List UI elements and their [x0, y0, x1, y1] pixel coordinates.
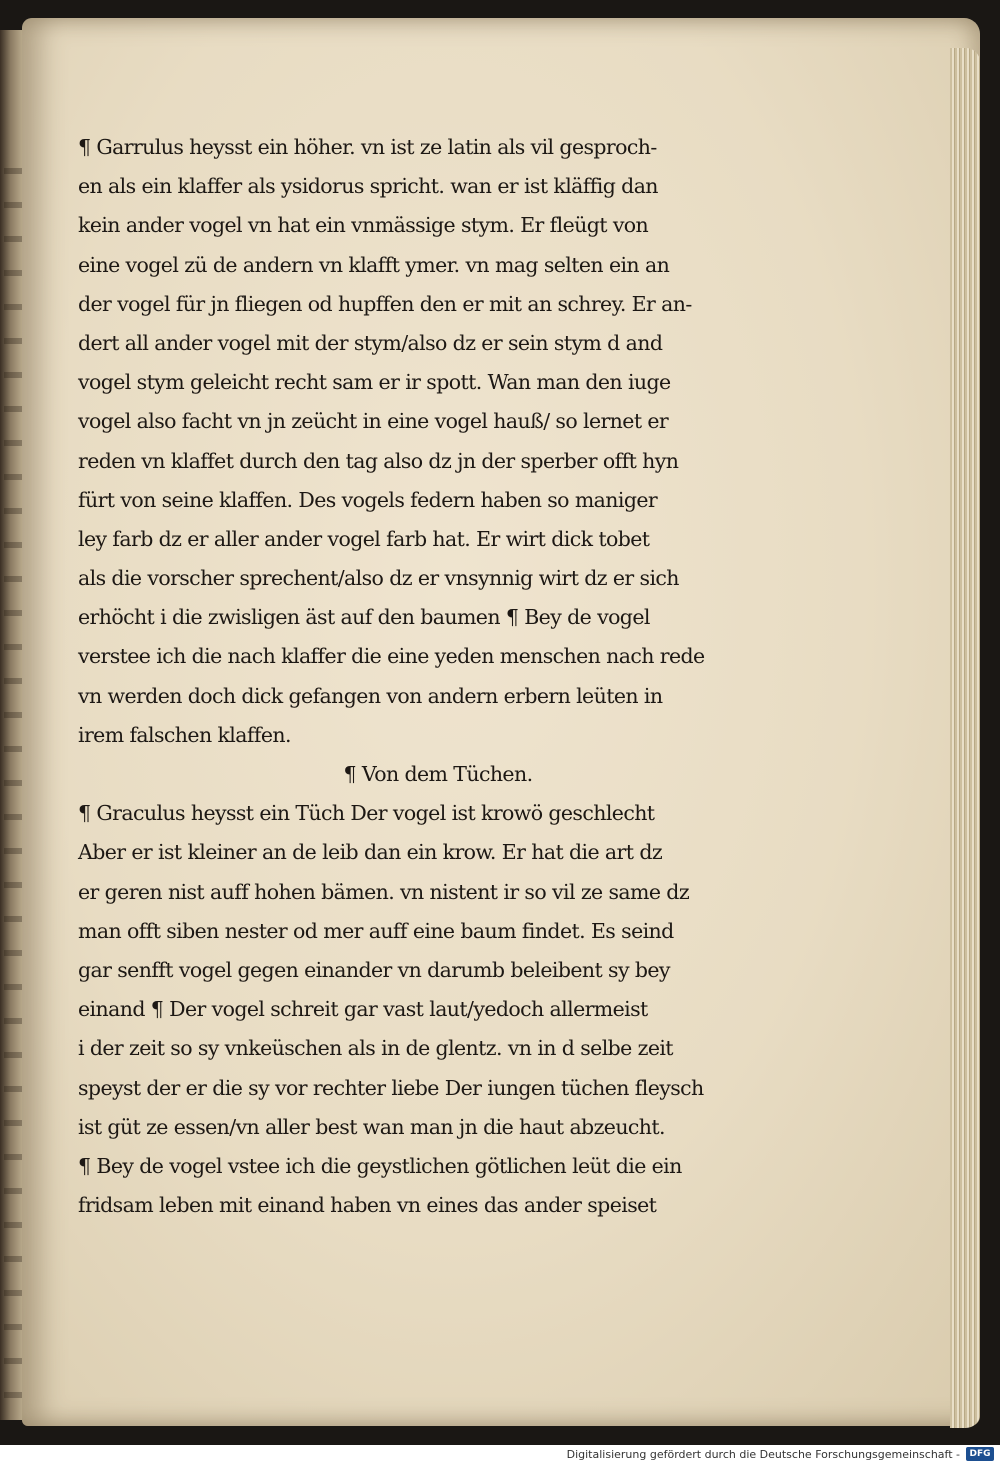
text-line: vogel also facht vn jn zeücht in eine vogel hauß/ so lernet er — [78, 409, 669, 434]
text-line: ¶ Graculus heysst ein Tüch Der vogel ist krowö geschlecht — [78, 801, 655, 826]
funding-credit: Digitalisierung gefördert durch die Deutsche Forschungsgemeinschaft - — [566, 1448, 960, 1461]
section-heading: ¶ Von dem Tüchen. — [343, 762, 533, 786]
text-line: gar senfft vogel gegen einander vn darumb beleibent sy bey — [78, 957, 670, 982]
page-text — [78, 128, 738, 1225]
text-line: reden vn klaffet durch den tag also dz jn der sperber offt hyn — [78, 448, 679, 473]
text-line: en als ein klaffer als ysidorus spricht. wan er ist kläffig dan — [78, 174, 658, 199]
text-line: ¶ Bey de vogel vstee ich die geystlichen götlichen leüt die ein — [78, 1153, 682, 1178]
text-line: Aber er ist kleiner an de leib dan ein krow. Er hat die art dz — [78, 840, 663, 865]
text-line: vogel stym geleicht recht sam er ir spott. Wan man den iuge — [78, 370, 671, 395]
text-line: fürt von seine klaffen. Des vogels federn haben so maniger — [78, 487, 658, 512]
text-line: man offt siben nester od mer auff eine baum findet. Es seind — [78, 918, 674, 943]
text-line: dert all ander vogel mit der stym/also dz er sein stym d and — [78, 330, 663, 355]
text-line: der vogel für jn fliegen od hupffen den er mit an schrey. Er an- — [78, 291, 692, 316]
text-line: speyst der er die sy vor rechter liebe Der iungen tüchen fleysch — [78, 1075, 704, 1100]
text-line: verstee ich die nach klaffer die eine yeden menschen nach rede — [78, 644, 705, 669]
page-edges — [950, 48, 980, 1428]
dfg-logo: DFG — [966, 1447, 994, 1461]
text-line: als die vorscher sprechent/also dz er vnsynnig wirt dz er sich — [78, 566, 679, 591]
text-line: irem falschen klaffen. — [78, 722, 291, 747]
text-line: ¶ Garrulus heysst ein höher. vn ist ze latin als vil gesproch- — [78, 135, 657, 159]
text-line: fridsam leben mit einand haben vn eines das ander speiset — [78, 1193, 657, 1218]
text-line: er geren nist auff hohen bämen. vn nistent ir so vil ze same dz — [78, 879, 690, 904]
text-line: i der zeit so sy vnkeüschen als in de glentz. vn in d selbe zeit — [78, 1036, 673, 1061]
text-line: kein ander vogel vn hat ein vnmässige stym. Er fleügt von — [78, 213, 649, 238]
text-line: ley farb dz er aller ander vogel farb hat. Er wirt dick tobet — [78, 526, 650, 551]
text-line: ist güt ze essen/vn aller best wan man jn die haut abzeucht. — [78, 1114, 665, 1139]
text-line: einand ¶ Der vogel schreit gar vast laut/yedoch allermeist — [78, 997, 648, 1022]
digitization-footer — [0, 1445, 1000, 1465]
text-line: vn werden doch dick gefangen von andern erbern leüten in — [78, 683, 663, 708]
text-line: eine vogel zü de andern vn klafft ymer. vn mag selten ein an — [78, 252, 670, 277]
text-line: erhöcht i die zwisligen äst auf den baumen ¶ Bey de vogel — [78, 605, 650, 630]
